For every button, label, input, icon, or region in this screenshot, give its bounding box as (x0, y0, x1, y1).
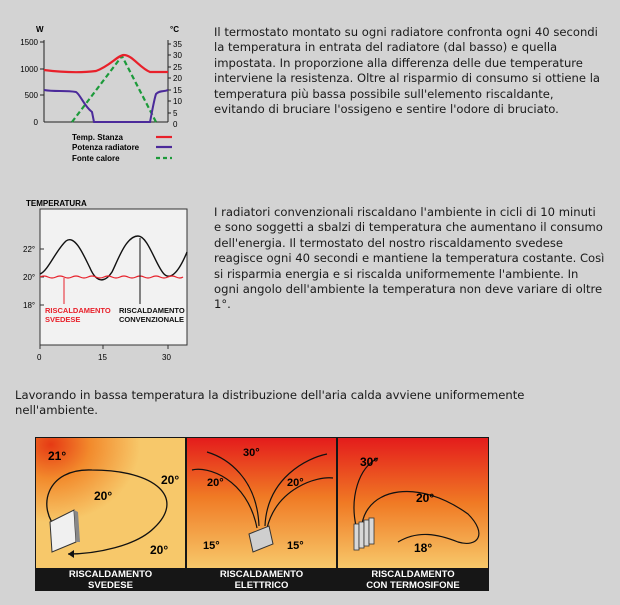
x-tick: 30 (162, 353, 171, 362)
swedish-label: RISCALDAMENTO (45, 306, 111, 315)
left-tick: 1000 (20, 65, 38, 74)
panel-caption: RISCALDAMENTO CON TERMOSIFONE (338, 568, 488, 590)
temp-label: 15° (203, 540, 220, 552)
thermostat-paragraph: Il termostato montato su ogni radiatore confronta ogni 40 secondi la temperatura in entrata del radiatore (dal basso) e quella impostata. In proporzione alla differenza delle due temperature interviene la resistenza. Oltre al risparmio di consumo si ottiene la temperatura più bassa possibile sull'elemento riscaldante, evitando di bruciare l'ossigeno e sentire l'odore di bruciato. (214, 25, 601, 117)
radiator-power-line (44, 90, 168, 122)
left-tick: 0 (33, 118, 38, 127)
panel-swedish (36, 438, 185, 590)
right-tick: 20 (173, 74, 182, 83)
room-temp-line (44, 55, 168, 72)
temp-label: 20° (161, 473, 180, 487)
y-tick: 22° (23, 245, 36, 254)
heat-source-line (72, 56, 156, 122)
temp-label: 30° (243, 447, 260, 459)
chart-title: TEMPERATURA (26, 199, 87, 208)
panel-electric (187, 438, 336, 590)
x-tick: 0 (37, 353, 42, 362)
temp-label: 20° (207, 477, 224, 489)
right-tick: 35 (173, 40, 182, 49)
left-tick: 500 (24, 91, 38, 100)
y-tick: 18° (23, 301, 36, 310)
x-tick: 15 (98, 353, 107, 362)
temp-label: 20° (287, 477, 304, 489)
temp-label: 15° (287, 540, 304, 552)
distribution-paragraph: Lavorando in bassa temperatura la distribuzione dell'aria calda avviene uniformemente nell'ambiente. (15, 388, 525, 418)
legend-radiator-power: Potenza radiatore (72, 143, 140, 152)
right-tick: 0 (173, 120, 178, 129)
legend-heat-source: Fonte calore (72, 154, 120, 163)
right-tick: 30 (173, 51, 182, 60)
temp-label: 18° (414, 541, 433, 555)
comparison-paragraph: I radiatori convenzionali riscaldano l'ambiente in cicli di 10 minuti e sono soggetti a sbalzi di temperatura che aumentano il consumo dell'energia. Il termostato del nostro riscaldamento svedese reagisce ogni 40 secondi e mantiene la temperatura costante. Così si risparmia energia e si riscalda uniformemente l'ambiente. In ogni angolo dell'ambiente la temperatura non deve variare di oltre 1°. (214, 205, 605, 312)
y-tick: 20° (23, 273, 36, 282)
panel-radiator (338, 438, 488, 590)
right-tick: 15 (173, 86, 182, 95)
temp-label: 20° (416, 491, 435, 505)
conventional-label: CONVENZIONALE (119, 315, 185, 324)
temp-label: 21° (48, 449, 67, 463)
temp-label: 20° (150, 543, 169, 557)
left-tick: 1500 (20, 38, 38, 47)
right-tick: 5 (173, 109, 178, 118)
right-axis-unit: °C (170, 25, 179, 34)
temp-label: 20° (94, 489, 113, 503)
left-axis-unit: W (36, 25, 44, 34)
temperature-cycle-chart (18, 196, 193, 366)
power-temperature-chart (10, 20, 200, 170)
panel-caption: RISCALDAMENTO SVEDESE (36, 568, 185, 590)
legend-room-temp: Temp. Stanza (72, 133, 123, 142)
heating-comparison-panels (35, 437, 489, 591)
panel-caption: RISCALDAMENTO ELETTRICO (187, 568, 336, 590)
temp-label: 30° (360, 455, 379, 469)
right-tick: 10 (173, 97, 182, 106)
swedish-label: SVEDESE (45, 315, 81, 324)
conventional-label: RISCALDAMENTO (119, 306, 185, 315)
right-tick: 25 (173, 63, 182, 72)
